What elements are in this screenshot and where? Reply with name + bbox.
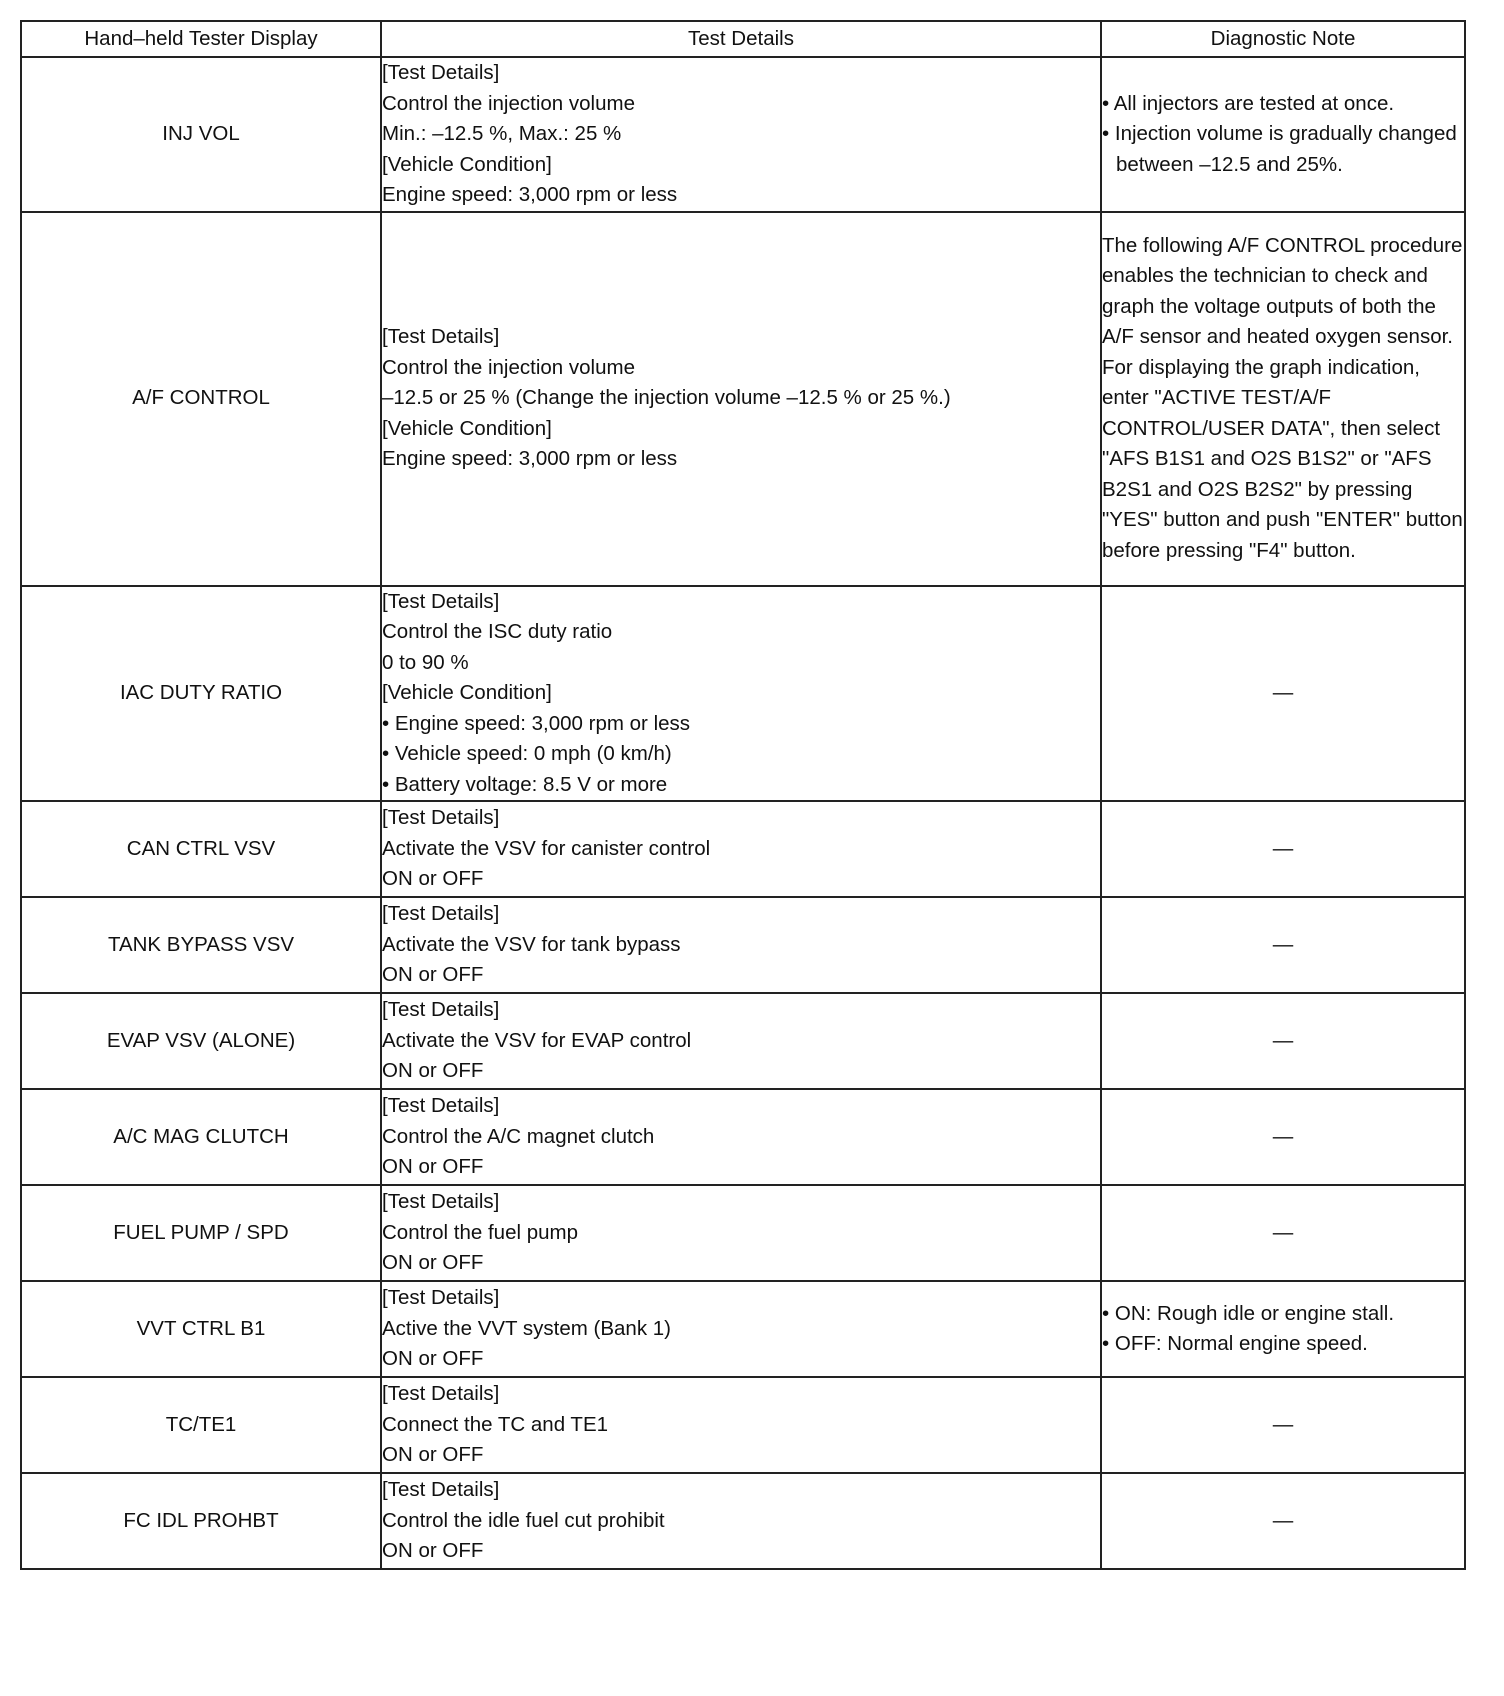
tester-display-cell: EVAP VSV (ALONE): [21, 993, 381, 1089]
test-details-line: [Test Details]: [382, 806, 500, 830]
test-details-cell: [381, 1185, 1101, 1281]
test-details-cell: [381, 1473, 1101, 1569]
diagnostic-note-cell: [1101, 1281, 1465, 1377]
test-details-cell: [381, 1281, 1101, 1377]
test-details-line: [Test Details]: [382, 998, 500, 1022]
test-details-cell: [381, 1377, 1101, 1473]
diagnostic-note-cell: [1101, 212, 1465, 586]
tester-display-cell: A/F CONTROL: [21, 212, 381, 586]
diagnostic-note-line: • ON: Rough idle or engine stall.: [1102, 1301, 1395, 1325]
diagnostic-note-dash: —: [1101, 1473, 1465, 1569]
table-row: [21, 1185, 1465, 1281]
test-details-cell: [381, 993, 1101, 1089]
test-details-line: [Test Details]: [382, 1094, 500, 1118]
test-details-line: ON or OFF: [382, 1539, 484, 1563]
header-details: Test Details: [381, 21, 1101, 57]
test-details-cell: [381, 57, 1101, 212]
table-row: [21, 1377, 1465, 1473]
table-row: [21, 1089, 1465, 1185]
test-details-line: [Test Details]: [382, 1190, 500, 1214]
test-details-line: Active the VVT system (Bank 1): [382, 1316, 672, 1340]
tester-display-cell: CAN CTRL VSV: [21, 801, 381, 897]
test-details-line: 0 to 90 %: [382, 650, 469, 674]
test-details-line: • Vehicle speed: 0 mph (0 km/h): [382, 742, 672, 765]
header-note: Diagnostic Note: [1101, 21, 1465, 57]
diagnostic-note-dash: —: [1101, 1089, 1465, 1185]
diagnostic-note-line: The following A/F CONTROL procedure enables the technician to check and graph the voltage outputs of both the A/F sensor and heated oxygen sensor.: [1102, 233, 1463, 349]
diagnostic-note-dash: —: [1101, 586, 1465, 802]
table-row: [21, 1473, 1465, 1569]
test-details-line: [Test Details]: [382, 1478, 500, 1502]
test-details-line: • Battery voltage: 8.5 V or more: [382, 772, 668, 796]
tester-display-cell: A/C MAG CLUTCH: [21, 1089, 381, 1185]
diagnostic-note-line: • Injection volume is gradually changed between –12.5 and 25%.: [1102, 122, 1457, 176]
test-details-line: Control the ISC duty ratio: [382, 620, 613, 643]
diagnostic-note-line: • OFF: Normal engine speed.: [1102, 1332, 1368, 1355]
table-body: [21, 57, 1465, 1569]
test-details-line: [Vehicle Condition]: [382, 681, 552, 704]
test-details-line: Engine speed: 3,000 rpm or less: [382, 447, 678, 471]
table-row: [21, 1281, 1465, 1377]
test-details-line: • Engine speed: 3,000 rpm or less: [382, 711, 691, 735]
test-table: [20, 20, 1466, 1570]
test-details-line: ON or OFF: [382, 1155, 484, 1179]
header-display: Hand–held Tester Display: [21, 21, 381, 57]
test-details-line: Control the injection volume: [382, 91, 635, 115]
table-row: [21, 586, 1465, 802]
test-details-line: [Test Details]: [382, 589, 500, 613]
diagnostic-note-line: For displaying the graph indication, enter "ACTIVE TEST/A/F CONTROL/USER DATA", then select "AFS B1S1 and O2S B1S2" or "AFS B2S1 and O2S B2S2" by pressing "YES" button and push "ENTER" button before pressing "F4" button.: [1102, 355, 1463, 562]
test-details-line: ON or OFF: [382, 1347, 484, 1371]
table-row: [21, 57, 1465, 212]
test-details-line: ON or OFF: [382, 1443, 484, 1467]
test-details-line: ON or OFF: [382, 1251, 484, 1275]
test-details-line: [Vehicle Condition]: [382, 152, 552, 176]
test-details-cell: [381, 212, 1101, 586]
diagnostic-note-dash: —: [1101, 801, 1465, 897]
test-details-line: Engine speed: 3,000 rpm or less: [382, 183, 678, 206]
tester-display-cell: IAC DUTY RATIO: [21, 586, 381, 802]
table-row: [21, 897, 1465, 993]
test-details-line: Activate the VSV for EVAP control: [382, 1028, 692, 1052]
test-details-cell: [381, 586, 1101, 802]
tester-display-cell: FC IDL PROHBT: [21, 1473, 381, 1569]
test-details-line: [Test Details]: [382, 1286, 500, 1310]
test-details-cell: [381, 1089, 1101, 1185]
tester-display-cell: TC/TE1: [21, 1377, 381, 1473]
diagnostic-note-cell: [1101, 57, 1465, 212]
test-details-line: [Test Details]: [382, 1382, 500, 1406]
test-details-line: Connect the TC and TE1: [382, 1412, 609, 1436]
test-details-line: [Test Details]: [382, 325, 500, 349]
test-details-line: –12.5 or 25 % (Change the injection volume –12.5 % or 25 %.): [382, 386, 951, 410]
tester-display-cell: FUEL PUMP / SPD: [21, 1185, 381, 1281]
diagnostic-note-dash: —: [1101, 993, 1465, 1089]
diagnostic-note-line: • All injectors are tested at once.: [1102, 91, 1395, 115]
diagnostic-note-dash: —: [1101, 897, 1465, 993]
table-row: [21, 993, 1465, 1089]
test-details-line: [Test Details]: [382, 902, 500, 926]
table-row: [21, 212, 1465, 586]
test-details-line: Control the A/C magnet clutch: [382, 1124, 655, 1148]
test-details-line: Control the injection volume: [382, 355, 635, 379]
test-details-cell: [381, 897, 1101, 993]
test-details-line: Activate the VSV for tank bypass: [382, 932, 681, 956]
diagnostic-note-dash: —: [1101, 1185, 1465, 1281]
tester-display-cell: VVT CTRL B1: [21, 1281, 381, 1377]
table-row: [21, 801, 1465, 897]
test-details-line: Min.: –12.5 %, Max.: 25 %: [382, 122, 622, 145]
test-details-line: Control the idle fuel cut prohibit: [382, 1508, 665, 1532]
diagnostic-note-dash: —: [1101, 1377, 1465, 1473]
test-details-cell: [381, 801, 1101, 897]
test-details-line: [Vehicle Condition]: [382, 416, 552, 440]
test-details-line: [Test Details]: [382, 61, 500, 84]
test-details-line: Activate the VSV for canister control: [382, 836, 711, 860]
tester-display-cell: TANK BYPASS VSV: [21, 897, 381, 993]
test-details-line: Control the fuel pump: [382, 1220, 579, 1244]
test-details-line: ON or OFF: [382, 867, 484, 891]
test-details-line: ON or OFF: [382, 1059, 484, 1083]
tester-display-cell: INJ VOL: [21, 57, 381, 212]
header-row: [21, 21, 1465, 57]
test-details-line: ON or OFF: [382, 963, 484, 987]
